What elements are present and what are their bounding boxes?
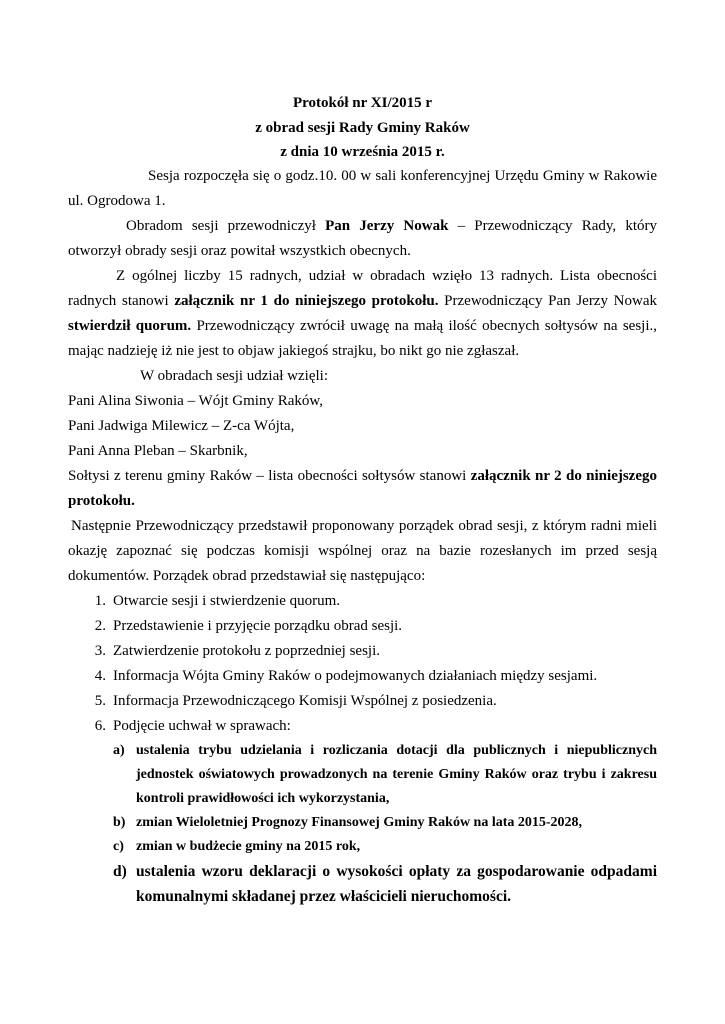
agenda-text: Przedstawienie i przyjęcie porządku obrad sesji. bbox=[113, 618, 403, 634]
attachment-1-ref: załącznik nr 1 do niniejszego protokołu. bbox=[174, 293, 439, 309]
agenda-number: 6. bbox=[94, 718, 106, 734]
agenda-item bbox=[68, 664, 657, 689]
paragraph-chairman bbox=[68, 214, 657, 264]
document-title bbox=[0, 91, 725, 165]
agenda-text: Informacja Przewodniczącego Komisji Wspólnej z posiedzenia. bbox=[113, 693, 497, 709]
agenda-list bbox=[68, 589, 657, 909]
paragraph-soltys bbox=[68, 464, 657, 514]
resolution-text: zmian w budżecie gminy na 2015 rok, bbox=[136, 839, 361, 854]
agenda-item bbox=[68, 639, 657, 664]
agenda-number: 3. bbox=[94, 643, 106, 659]
resolution-text: zmian Wieloletniej Prognozy Finansowej Gminy Raków na lata 2015-2028, bbox=[136, 815, 583, 830]
participant-line: Pani Alina Siwonia – Wójt Gminy Raków, bbox=[68, 393, 323, 409]
agenda-item bbox=[68, 614, 657, 639]
chairman-name: Pan Jerzy Nowak bbox=[325, 218, 449, 234]
title-line-3: z dnia 10 września 2015 r. bbox=[280, 144, 445, 160]
agenda-item bbox=[68, 589, 657, 614]
resolution-sublist bbox=[113, 739, 657, 909]
agenda-text: Otwarcie sesji i stwierdzenie quorum. bbox=[113, 593, 341, 609]
resolution-item bbox=[113, 811, 657, 835]
text-span: – Przewodniczący Rady, który otworzył obrady sesji oraz powitał wszystkich obecnych. bbox=[68, 218, 657, 259]
agenda-item bbox=[68, 714, 657, 909]
agenda-number: 2. bbox=[94, 618, 106, 634]
attachment-2-ref: załącznik nr 2 do niniejszego protokołu. bbox=[68, 468, 657, 509]
resolution-item bbox=[113, 835, 657, 859]
resolution-text: ustalenia trybu udzielania i rozliczania dotacji dla publicznych i niepublicznych jednostek oświatowych prowadzonych na terenie Gminy Raków oraz trybu i zakresu kontroli prawidłowości ich wykorzystania, bbox=[136, 743, 657, 806]
resolution-item bbox=[113, 859, 657, 909]
agenda-number: 5. bbox=[94, 693, 106, 709]
resolution-letter: a) bbox=[113, 743, 125, 758]
text-span: Przewodniczący Pan Jerzy Nowak bbox=[438, 293, 657, 309]
resolution-letter: b) bbox=[113, 815, 126, 830]
agenda-text: Informacja Wójta Gminy Raków o podejmowanych działaniach między sesjami. bbox=[113, 668, 598, 684]
agenda-text: Zatwierdzenie protokołu z poprzedniej sesji. bbox=[113, 643, 380, 659]
paragraph-attendance bbox=[68, 264, 657, 364]
agenda-text: Podjęcie uchwał w sprawach: bbox=[113, 718, 291, 734]
agenda-number: 1. bbox=[94, 593, 106, 609]
resolution-letter: c) bbox=[113, 839, 124, 854]
paragraph-agenda-intro: Następnie Przewodniczący przedstawił proponowany porządek obrad sesji, z którym radni mieli okazję zapoznać się podczas komisji wspólnej oraz na bazie rozesłanych im przed sesją dokumentów. Porządek obrad przedstawiał się następująco: bbox=[68, 518, 657, 584]
text-span: Sołtysi z terenu gminy Raków – lista obecności sołtysów stanowi bbox=[68, 468, 471, 484]
title-line-2: z obrad sesji Rady Gminy Raków bbox=[255, 119, 470, 136]
quorum-statement: stwierdził quorum. bbox=[68, 318, 192, 334]
agenda-number: 4. bbox=[94, 668, 106, 684]
title-line-1: Protokół nr XI/2015 r bbox=[292, 95, 433, 111]
text-span: Obradom sesji przewodniczył bbox=[126, 218, 326, 234]
document-body bbox=[68, 164, 657, 909]
paragraph-session-start: Sesja rozpoczęła się o godz.10. 00 w sali konferencyjnej Urzędu Gminy w Rakowie ul. Ogrodowa 1. bbox=[68, 168, 657, 209]
resolution-text: ustalenia wzoru deklaracji o wysokości opłaty za gospodarowanie odpadami komunalnymi składanej przez właścicieli nieruchomości. bbox=[136, 863, 657, 905]
paragraph-participants-intro: W obradach sesji udział wzięli: bbox=[140, 368, 328, 384]
participant-line: Pani Jadwiga Milewicz – Z-ca Wójta, bbox=[68, 418, 295, 434]
agenda-item bbox=[68, 689, 657, 714]
resolution-letter: d) bbox=[113, 863, 127, 880]
text-span: Przewodniczący zwrócił uwagę na małą ilość obecnych sołtysów na sesji., mając nadzieję iż nie jest to objaw jakiegoś strajku, bo nikt go nie zgłaszał. bbox=[68, 318, 657, 359]
resolution-item bbox=[113, 739, 657, 811]
participant-line: Pani Anna Pleban – Skarbnik, bbox=[68, 443, 248, 459]
text-span: Z ogólnej liczby 15 radnych, udział w obradach wzięło 13 radnych. Lista obecności radnych stanowi bbox=[68, 268, 657, 309]
